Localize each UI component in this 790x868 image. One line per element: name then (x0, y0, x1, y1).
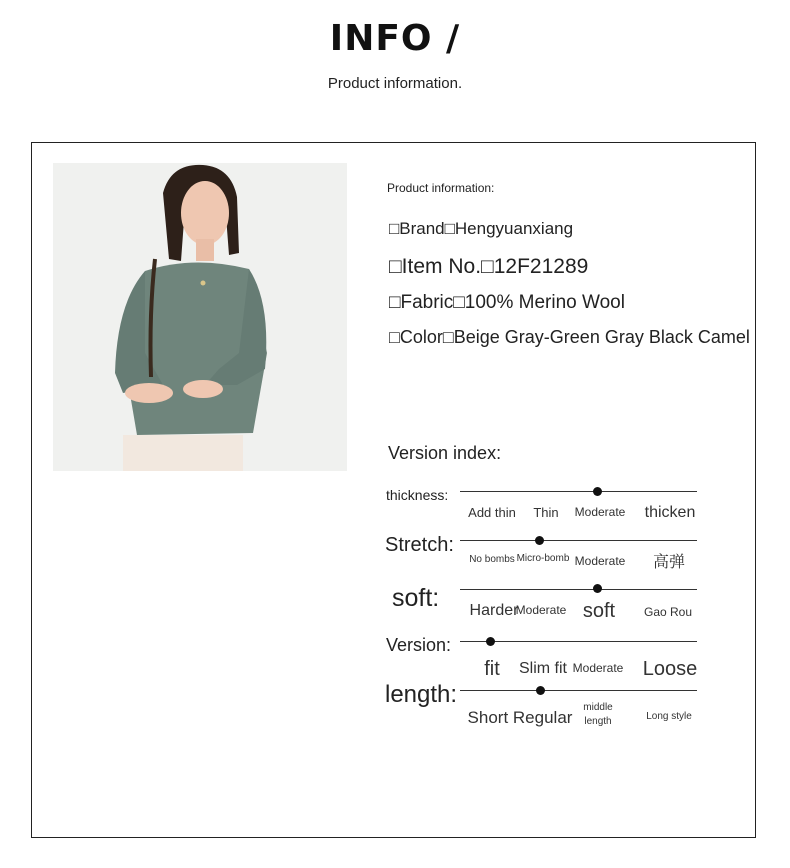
version-selected-dot (486, 637, 495, 646)
version-option: Moderate (572, 661, 624, 675)
version-option: Slim fit (519, 660, 567, 677)
thickness-selected-dot (593, 487, 602, 496)
version-scale-line (460, 641, 697, 642)
length-selected-dot (536, 686, 545, 695)
stretch-option: No bombs (469, 554, 515, 565)
version-option: Loose (642, 658, 698, 680)
length-label: length: (385, 681, 458, 708)
brand-value: Hengyuanxiang (454, 219, 574, 238)
product-photo (53, 163, 347, 471)
thickness-option: Thin (533, 505, 559, 520)
fabric-value: 100% Merino Wool (464, 292, 625, 313)
thickness-scale-line (460, 491, 697, 492)
info-heading: Product information: (387, 181, 495, 195)
item-no-value: 12F21289 (493, 255, 589, 278)
stretch-scale-line (460, 540, 697, 541)
fabric-line (389, 292, 625, 314)
brand-key: □Brand□ (389, 219, 455, 238)
page-title: INFO / (329, 18, 461, 59)
thickness-label: thickness: (386, 487, 449, 503)
thickness-option: thicken (644, 504, 696, 521)
length-scale-line (460, 690, 697, 691)
fabric-key: □Fabric□ (389, 292, 465, 313)
soft-option: Moderate (515, 603, 567, 617)
length-option: middle length (583, 702, 613, 727)
stretch-option: 高弹 (652, 554, 686, 571)
color-value: Beige Gray-Green Gray Black Camel (453, 327, 750, 347)
soft-selected-dot (593, 584, 602, 593)
version-index-title: Version index: (388, 443, 502, 463)
soft-option: Harder (469, 602, 519, 619)
soft-option: Gao Rou (643, 605, 693, 619)
item-no-key: □Item No.□ (389, 255, 494, 278)
stretch-label: Stretch: (385, 534, 454, 556)
item-no-line (389, 255, 588, 279)
length-option: Short Regular (467, 708, 573, 727)
version-label: Version: (386, 635, 452, 655)
thickness-option: Add thin (468, 505, 516, 520)
soft-scale-line (460, 589, 697, 590)
brand-line (389, 219, 573, 239)
stretch-option: Moderate (574, 554, 626, 568)
length-option: Long style (646, 711, 692, 722)
thickness-option: Moderate (574, 505, 626, 519)
soft-label: soft: (392, 584, 440, 612)
stretch-selected-dot (535, 536, 544, 545)
model-wearing-sweater-image (53, 163, 347, 471)
stretch-option: Micro-bomb (516, 553, 570, 564)
color-key: □Color□ (389, 327, 454, 347)
version-option: fit (484, 658, 500, 680)
color-line (389, 327, 750, 348)
soft-option: soft (582, 600, 616, 622)
page-subtitle: Product information. (327, 75, 463, 92)
